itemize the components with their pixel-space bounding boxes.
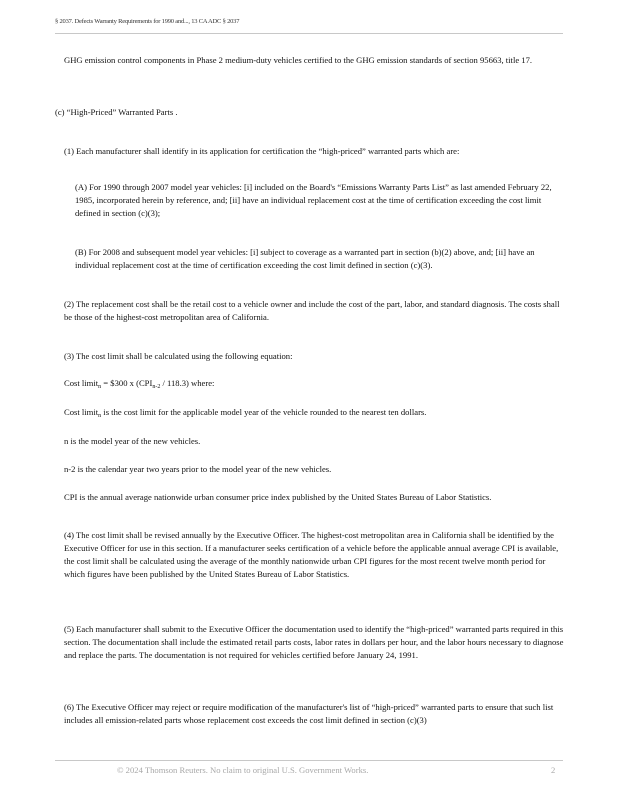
equation-lhs-subscript: n [98,384,102,390]
definition-cost-limit-term: Cost limit [64,407,99,417]
paragraph-c1: (1) Each manufacturer shall identify in its application for certification the “high-priced” warranted parts which are: [64,146,460,156]
definition-n: n is the model year of the new vehicles. [64,436,201,446]
paragraph-c3: (3) The cost limit shall be calculated using the following equation: [64,351,293,361]
section-heading-c: (c) “High-Priced” Warranted Parts . [55,107,178,117]
paragraph-c6: (6) The Executive Officer may reject or require modification of the manufacturer's list of “high-priced” warranted parts to ensure that such list includes all emission-related parts whose replacement cost exceeds the cost limit defined in section (c)(3) [64,702,554,725]
paragraph-c5: (5) Each manufacturer shall submit to the Executive Officer the documentation used to identify the “high-priced” warranted parts required in this section. The documentation shall include the estimated retail parts costs, labor rates in dollars per hour, and the labor hours necessary to diagnose and replace the parts. The documentation is not required for vehicles certified before January 24, 1991. [64,624,564,660]
definition-cost-limit [64,406,566,421]
equation-middle: = $300 x (CPI [101,378,153,388]
footer-copyright: © 2024 Thomson Reuters. No claim to original U.S. Government Works. [117,765,369,775]
running-header: § 2037. Defects Warranty Requirements for 1990 and..., 13 CA ADC § 2037 [55,18,240,25]
footer-divider [55,760,563,761]
paragraph-c4: (4) The cost limit shall be revised annually by the Executive Officer. The highest-cost metropolitan area in California shall be identified by the Executive Officer for use in this section. If a manufacturer seeks certification of a vehicle before the applicable annual average CPI is available, the cost limit shall be calculated using the average of the monthly nationwide urban CPI figures for the most recent twelve month period for which figures have been published by the United States Bureau of Labor Statistics. [64,530,559,579]
page-number: 2 [551,765,556,775]
equation-lhs: Cost limit [64,378,99,388]
paragraph-c1b: (B) For 2008 and subsequent model year vehicles: [i] subject to coverage as a warranted part in section (b)(2) above, and; [ii] have an individual replacement cost at the time of certification exceeding the cost limit defined in section (c)(3). [75,247,535,270]
cost-limit-equation [64,377,566,392]
definition-cpi: CPI is the annual average nationwide urban consumer price index published by the United States Bureau of Labor Statistics. [64,492,492,502]
paragraph-ghg-components: GHG emission control components in Phase 2 medium-duty vehicles certified to the GHG emission standards of section 95663, title 17. [64,55,533,65]
paragraph-c1a: (A) For 1990 through 2007 model year vehicles: [i] included on the Board's “Emissions Warranty Parts List” as last amended February 22, 1985, incorporated herein by reference, and; [ii] have an individual replacement cost at the time of certification exceeding the cost limit defined in section (c)(3); [75,182,552,218]
equation-rhs: / 118.3) where: [160,378,215,388]
definition-n-minus-2: n-2 is the calendar year two years prior to the model year of the new vehicles. [64,464,332,474]
paragraph-c2: (2) The replacement cost shall be the retail cost to a vehicle owner and include the cost of the part, labor, and standard diagnosis. The costs shall be those of the highest-cost metropolitan area of California. [64,299,560,322]
definition-cost-limit-subscript: n [98,413,102,419]
definition-cost-limit-text: is the cost limit for the applicable model year of the vehicle rounded to the nearest ten dollars. [101,407,427,417]
equation-cpi-subscript: n-2 [152,384,161,390]
